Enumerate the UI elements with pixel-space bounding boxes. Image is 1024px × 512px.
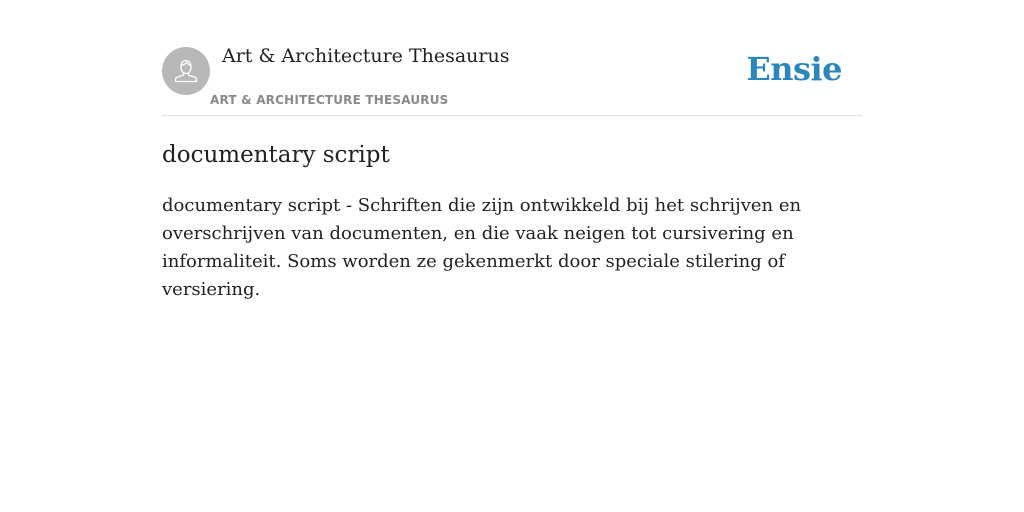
source-subtitle-link[interactable]: ART & ARCHITECTURE THESAURUS — [210, 93, 449, 107]
entry-definition: documentary script - Schriften die zijn ontwikkeld bij het schrijven en overschrijven van documenten, en die vaak neigen tot cursivering en informaliteit. Soms worden ze gekenmerkt door speciale stilering of versiering. — [162, 195, 802, 300]
entry-title: documentary script — [162, 142, 390, 168]
ensie-logo[interactable]: Ensie — [746, 50, 842, 88]
source-header — [162, 0, 862, 116]
user-outline-icon — [171, 56, 201, 86]
source-title-link[interactable]: Art & Architecture Thesaurus — [222, 45, 510, 67]
avatar[interactable] — [162, 47, 210, 95]
page-container — [162, 0, 862, 304]
